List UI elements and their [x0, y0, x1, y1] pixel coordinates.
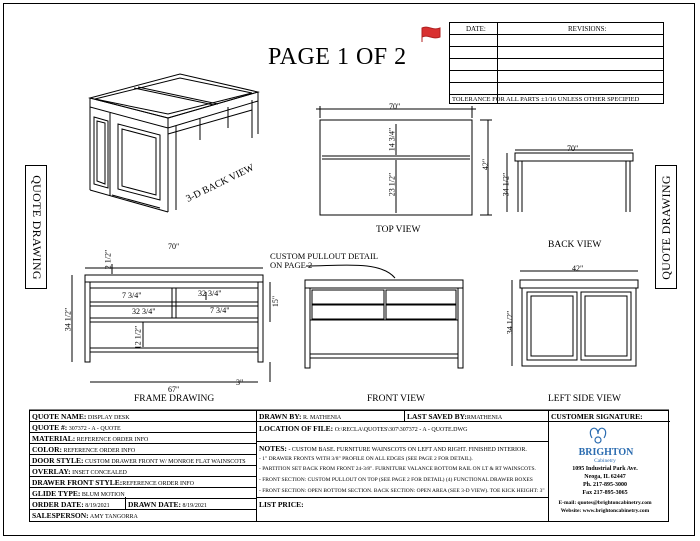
drawn-by-label: DRAWN BY:: [259, 412, 302, 421]
salesperson-label: SALESPERSON:: [32, 511, 89, 520]
side-tab-right-label: QUOTE DRAWING: [658, 174, 673, 280]
quote-no-value: 307372 - A - QUOTE: [68, 426, 121, 432]
dim-frame-base: 3": [236, 378, 244, 387]
quote-no-label: QUOTE #:: [32, 423, 68, 432]
material-value: REFERENCE ORDER INFO: [76, 437, 149, 443]
logo-circle-icon: [595, 437, 601, 443]
quote-name-value: DISPLAY DESK: [87, 415, 130, 421]
overlay-value: INSET CONCEALED: [72, 470, 127, 476]
dim-side-height: 34 1/2": [505, 310, 515, 335]
company-phone: Ph. 217-895-3000: [583, 482, 627, 488]
notes-line: - FRONT SECTION: OPEN BOTTOM SECTION. BACK SECTION: OPEN AREA (SEE 3-D VIEW). TOE KICK HEIGHT: 3": [259, 488, 545, 494]
order-date-value: 8/19/2021: [85, 503, 110, 509]
customer-signature-label: CUSTOMER SIGNATURE:: [551, 412, 643, 421]
notes-first: - CUSTOM BASE. FURNITURE WAINSCOTS ON LEFT AND RIGHT. FINISHED INTERIOR.: [288, 447, 527, 453]
dim-top-lower: 23 1/2": [387, 172, 397, 197]
dim-frame-side: 15": [271, 295, 281, 308]
door-style-label: DOOR STYLE:: [32, 456, 84, 465]
drawer-front-label: DRAWER FRONT STYLE:: [32, 478, 123, 487]
location-label: LOCATION OF FILE:: [259, 424, 334, 433]
notes-line: - PARTITION SET BACK FROM FRONT 24-3/8". FURNITURE VALANCE BOTTOM RAIL ON LT & RT WAINSCOTS.: [259, 466, 536, 472]
dim-frame-drawer-b: 32 3/4": [198, 289, 222, 298]
revisions-revisions-header: REVISIONS:: [568, 25, 607, 33]
material-label: MATERIAL:: [32, 434, 76, 443]
dim-back-width: 70": [567, 144, 579, 153]
page-title: PAGE 1 OF 2: [268, 44, 407, 70]
dim-top-upper: 14 3/4": [387, 127, 397, 152]
dim-frame-height: 34 1/2": [63, 307, 73, 332]
last-saved-value: RMATHENIA: [466, 415, 503, 421]
last-saved-label: LAST SAVED BY:: [407, 412, 467, 421]
dim-side-width: 42": [572, 264, 584, 273]
color-value: REFERENCE ORDER INFO: [63, 448, 136, 454]
order-date-label: ORDER DATE:: [32, 500, 84, 509]
glide-value: BLUM MOTION: [81, 492, 125, 498]
notes-line: - FRONT SECTION: CUSTOM PULLOUT ON TOP (SEE PAGE 2 FOR DETAIL) (4) FUNCTIONAL DRAWER BOXES: [259, 477, 533, 483]
list-price-label: LIST PRICE:: [259, 500, 304, 509]
quote-name-label: QUOTE NAME:: [32, 412, 87, 421]
view-label-front: FRONT VIEW: [367, 394, 425, 404]
view-label-3d-back: 3-D BACK VIEW: [184, 162, 256, 205]
door-style-value: CUSTOM DRAWER FRONT W/ MONROE FLAT WAINSCOTS: [84, 459, 246, 465]
notes-line: - 1" DRAWER FRONTS WITH 3/8" PROFILE ON ALL EDGES (SEE PAGE 2 FOR DETAIL).: [259, 456, 473, 462]
company-fax: Fax 217-895-3065: [582, 490, 628, 496]
revisions-date-header: DATE:: [466, 25, 486, 33]
view-label-top: TOP VIEW: [376, 225, 421, 235]
salesperson-value: AMY TANGORRA: [89, 514, 138, 520]
notes-label: NOTES:: [259, 444, 287, 453]
color-label: COLOR:: [32, 445, 62, 454]
company-website: Website: www.brightoncabinetry.com: [560, 508, 650, 514]
location-value: O:\RECLA\QUOTES\307\307372 - A - QUOTE.DWG: [334, 427, 468, 433]
view-label-frame: FRAME DRAWING: [134, 394, 215, 404]
tolerance-note: TOLERANCE FOR ALL PARTS ±1/16 UNLESS OTHER SPECIFIED: [452, 96, 640, 103]
drawn-date-value: 8/19/2021: [182, 503, 207, 509]
company-city: Neoga, IL 62447: [584, 474, 626, 480]
dim-frame-inner: 67": [168, 385, 180, 394]
company-email: E-mail: quotes@brightoncabinetry.com: [558, 500, 652, 506]
glide-label: GLIDE TYPE:: [32, 489, 81, 498]
dim-frame-width: 70": [168, 242, 180, 251]
dim-frame-drawer-c: 32 3/4": [132, 307, 156, 316]
company-sub: Cabinetry: [594, 458, 616, 464]
dim-top-width: 70": [389, 102, 401, 111]
dim-top-depth: 42": [481, 158, 491, 171]
drawn-date-label: DRAWN DATE:: [128, 500, 181, 509]
dim-back-height: 34 1/2": [501, 172, 511, 197]
company-name: [563, 447, 649, 458]
view-label-back: BACK VIEW: [548, 240, 602, 250]
dim-frame-drawer-d: 7 3/4": [210, 306, 230, 315]
dim-frame-drawer-a: 7 3/4": [122, 291, 142, 300]
callout-custom-pullout: CUSTOM PULLOUT DETAIL ON PAGE 2: [270, 251, 378, 270]
view-label-left-side: LEFT SIDE VIEW: [548, 394, 622, 404]
dim-frame-top-rail: 2 1/2": [103, 249, 113, 270]
company-address: 1095 Industrial Park Ave.: [572, 466, 638, 472]
drawer-front-value: REFERENCE ORDER INFO: [122, 481, 194, 487]
dim-frame-opening: 12 1/2": [133, 325, 143, 350]
side-tab-left-label: QUOTE DRAWING: [29, 174, 44, 280]
overlay-label: OVERLAY:: [32, 467, 71, 476]
company-name-text: BRIGHTON: [578, 447, 634, 458]
drawn-by-value: R. MATHENIA: [302, 415, 342, 421]
